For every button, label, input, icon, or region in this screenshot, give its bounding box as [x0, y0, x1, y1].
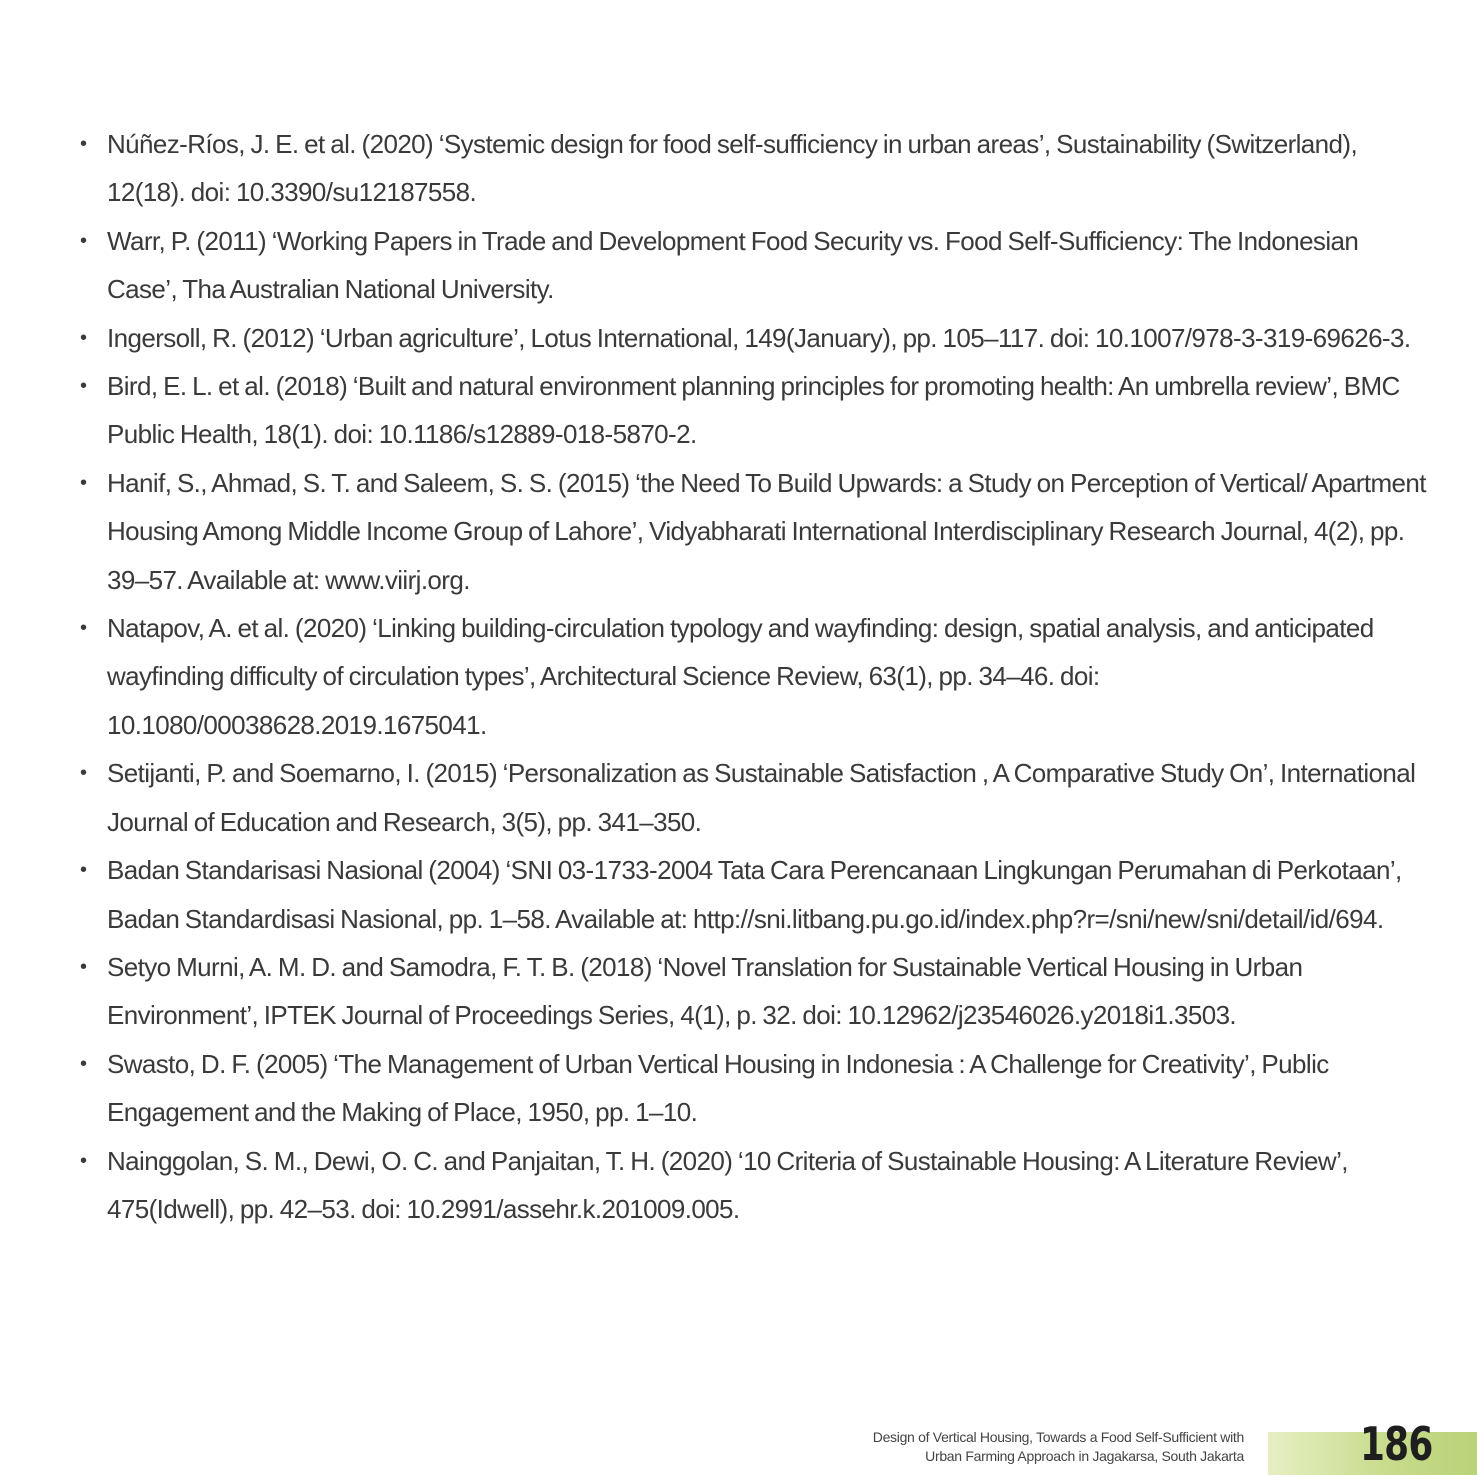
reference-item: [78, 1137, 1428, 1234]
bullet-icon: •: [80, 955, 87, 978]
reference-item: [78, 120, 1428, 217]
reference-text: Hanif, S., Ahmad, S. T. and Saleem, S. S. (2015) ‘the Need To Build Upwards: a Study on Perception of Vertical/ Apartment Housing Among Middle Income Group of Lahore’, Vidyabharati International Interdisciplinary Research Journal, 4(2), pp. 39–57. Available at: www.viirj.org.: [107, 467, 1426, 595]
running-title-line-1: Design of Vertical Housing, Towards a Food Self-Sufficient with: [872, 1429, 1244, 1445]
reference-list: [78, 120, 1428, 1233]
reference-item: [78, 1040, 1428, 1137]
reference-text: Badan Standarisasi Nasional (2004) ‘SNI 03-1733-2004 Tata Cara Perencanaan Lingkungan Perumahan di Perkotaan’, Badan Standardisasi Nasional, pp. 1–58. Available at: http://sni.litbang.pu.go.id/index.php?r=/sni/new/sni/detail/id/694.: [107, 855, 1402, 934]
reference-text: Bird, E. L. et al. (2018) ‘Built and natural environment planning principles for promoting health: An umbrella review’, BMC Public Health, 18(1). doi: 10.1186/s12889-018-5870-2.: [107, 371, 1400, 450]
bullet-icon: •: [80, 326, 87, 349]
reference-text: Warr, P. (2011) ‘Working Papers in Trade and Development Food Security vs. Food Self-Sufficiency: The Indonesian Case’, Tha Australian National University.: [107, 225, 1359, 305]
bullet-icon: •: [80, 471, 87, 494]
bullet-icon: •: [80, 617, 87, 640]
reference-text: Nainggolan, S. M., Dewi, O. C. and Panjaitan, T. H. (2020) ‘10 Criteria of Sustainable Housing: A Literature Review’, 475(Idwell), pp. 42–53. doi: 10.2991/assehr.k.201009.005.: [107, 1145, 1348, 1224]
reference-item: [78, 362, 1428, 459]
reference-text: Swasto, D. F. (2005) ‘The Management of Urban Vertical Housing in Indonesia : A Challenge for Creativity’, Public Engagement and the Making of Place, 1950, pp. 1–10.: [107, 1048, 1329, 1128]
bullet-icon: •: [80, 229, 87, 252]
reference-item: [78, 604, 1428, 749]
reference-text: Setyo Murni, A. M. D. and Samodra, F. T. B. (2018) ‘Novel Translation for Sustainable Vertical Housing in Urban Environment’, IPTEK Journal of Proceedings Series, 4(1), p. 32. doi: 10.12962/j23546026.y2018i1.3503.: [107, 951, 1303, 1031]
reference-item: [78, 943, 1428, 1040]
reference-text: Ingersoll, R. (2012) ‘Urban agriculture’, Lotus International, 149(January), pp. 105–117. doi: 10.1007/978-3-319-69626-3.: [107, 322, 1411, 353]
bullet-icon: •: [80, 859, 87, 882]
reference-text: Núñez-Ríos, J. E. et al. (2020) ‘Systemic design for food self-sufficiency in urban areas’, Sustainability (Switzerland), 12(18). doi: 10.3390/su12187558.: [107, 129, 1358, 208]
reference-item: [78, 749, 1428, 846]
bullet-icon: •: [80, 762, 87, 785]
bullet-icon: •: [80, 1149, 87, 1172]
reference-item: [78, 846, 1428, 943]
page-footer: [0, 1417, 1477, 1475]
running-title: [873, 1428, 1244, 1466]
reference-item: [78, 314, 1428, 362]
bullet-icon: •: [80, 1052, 87, 1075]
reference-text: Natapov, A. et al. (2020) ‘Linking building-circulation typology and wayfinding: design, spatial analysis, and anticipated wayfinding difficulty of circulation types’, Architectural Science Review, 63(1), pp. 34–46. doi: 10.1080/00038628.2019.1675041.: [107, 613, 1374, 740]
page-number: 186: [1360, 1417, 1433, 1471]
bullet-icon: •: [80, 133, 87, 155]
bullet-icon: •: [80, 375, 87, 398]
reference-item: [78, 459, 1428, 604]
reference-text: Setijanti, P. and Soemarno, I. (2015) ‘Personalization as Sustainable Satisfaction , A Comparative Study On’, International Journal of Education and Research, 3(5), pp. 341–350.: [107, 758, 1416, 837]
reference-item: [78, 217, 1428, 314]
running-title-line-2: Urban Farming Approach in Jagakarsa, South Jakarta: [925, 1448, 1244, 1464]
